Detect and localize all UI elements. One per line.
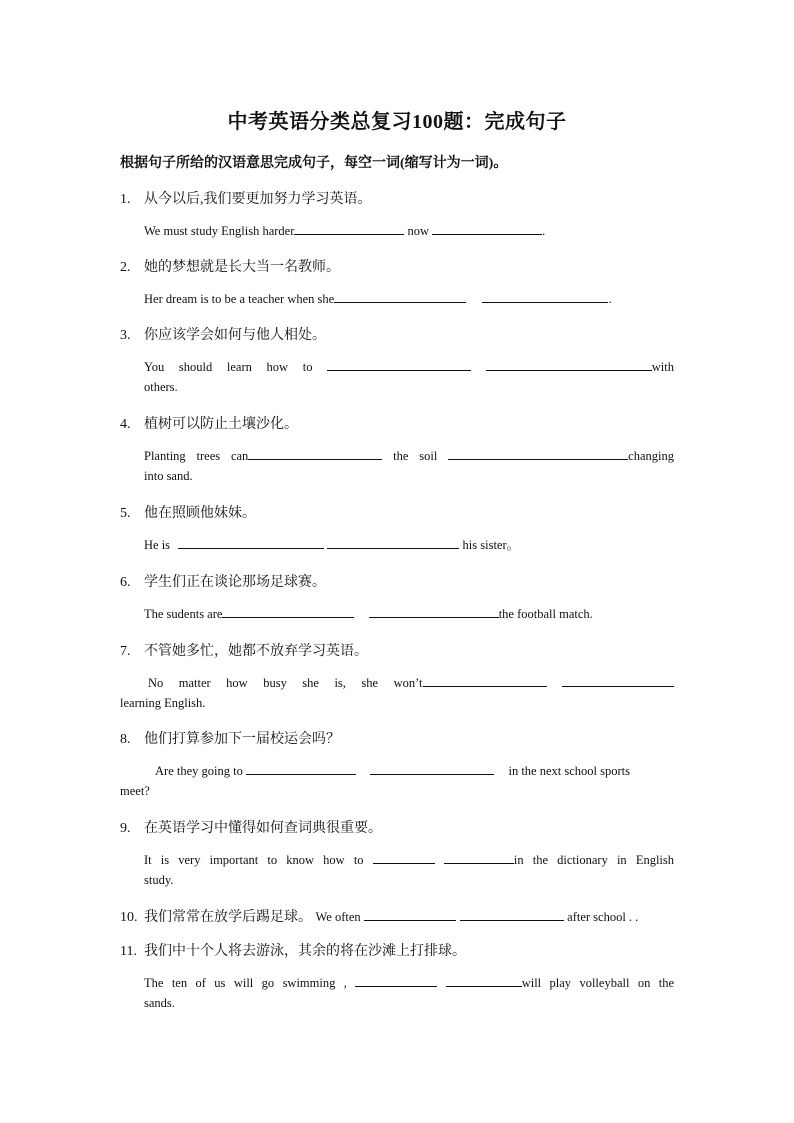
sentence-text: in the next school sports: [508, 764, 630, 778]
question-chinese: 他们打算参加下一届校运会吗？: [144, 732, 340, 747]
answer-blank[interactable]: [355, 972, 437, 987]
answer-blank[interactable]: [369, 603, 499, 618]
answer-blank[interactable]: [423, 672, 547, 687]
answer-2: [144, 288, 674, 310]
question-chinese: 我们常常在放学后踢足球。: [144, 910, 312, 925]
sentence-text: learning English.: [120, 696, 206, 710]
answer-3-line-1: [144, 356, 674, 378]
instruction: 根据句子所给的汉语意思完成句子，每空一词(缩写计为一词)。: [120, 156, 508, 171]
answer-8-line-1: [120, 760, 674, 782]
answer-blank[interactable]: [327, 356, 471, 371]
question-number: 11.: [120, 944, 137, 959]
sentence-text: meet?: [120, 784, 150, 798]
answer-blank[interactable]: [373, 849, 435, 864]
answer-4-line-2: [144, 466, 674, 487]
sentence-text: We must study English harder: [144, 224, 295, 238]
question-chinese: 在英语学习中懂得如何查词典很重要。: [144, 821, 382, 836]
sentence-text: will play volleyball on the: [521, 976, 675, 990]
sentence-text: in the dictionary in English: [513, 853, 675, 867]
question-3: [120, 324, 326, 344]
sentence-text: No matter how busy she is, she won’t: [148, 676, 423, 690]
answer-blank[interactable]: [334, 288, 466, 303]
answer-9-line-1: [144, 849, 674, 871]
sentence-text: his sister。: [462, 538, 520, 552]
question-chinese: 从今以后,我们要更加努力学习英语。: [144, 192, 372, 207]
answer-blank[interactable]: [222, 603, 354, 618]
answer-blank[interactable]: [364, 906, 456, 921]
answer-blank[interactable]: [446, 972, 522, 987]
sentence-text: You should learn how to: [144, 360, 313, 374]
question-number: 10.: [120, 910, 138, 925]
answer-blank[interactable]: [444, 849, 514, 864]
answer-blank[interactable]: [486, 356, 652, 371]
question-chinese: 植树可以防止土壤沙化。: [144, 417, 298, 432]
answer-blank[interactable]: [562, 672, 674, 687]
question-6: [120, 571, 326, 591]
question-2: [120, 256, 340, 276]
sentence-text: .: [608, 292, 612, 306]
question-number: 6.: [120, 575, 131, 590]
sentence-text: We often: [315, 910, 361, 924]
answer-3-line-2: [144, 377, 674, 398]
question-number: 2.: [120, 260, 131, 275]
answer-1: [144, 220, 674, 242]
question-number: 9.: [120, 821, 131, 836]
question-chinese: 他在照顾他妹妹。: [144, 506, 256, 521]
answer-blank[interactable]: [370, 760, 494, 775]
answer-7-line-1: [120, 672, 674, 694]
sentence-text: The ten of us will go swimming ,: [144, 976, 347, 990]
sentence-text: Are they going to: [155, 764, 243, 778]
question-number: 7.: [120, 644, 131, 659]
sentence-text: now: [407, 224, 430, 238]
question-chinese: 不管她多忙，她都不放弃学习英语。: [144, 644, 368, 659]
answer-6: [144, 603, 674, 625]
sentence-text: the soil: [393, 449, 438, 463]
sentence-text: The sudents are: [144, 607, 223, 621]
question-number: 1.: [120, 192, 131, 207]
sentence-text: sands.: [144, 996, 175, 1010]
question-number: 3.: [120, 328, 131, 343]
answer-4-line-1: [144, 445, 674, 467]
answer-blank[interactable]: [448, 445, 628, 460]
page-title: 中考英语分类总复习100题：完成句子: [227, 111, 567, 133]
answer-11-line-1: [144, 972, 674, 994]
question-chinese: 学生们正在谈论那场足球赛。: [144, 575, 326, 590]
sentence-text: with: [651, 360, 674, 374]
answer-blank[interactable]: [178, 534, 324, 549]
question-5: [120, 502, 256, 522]
sentence-text: after school . .: [567, 910, 639, 924]
answer-7-line-2: [120, 693, 674, 714]
sentence-text: others.: [144, 380, 178, 394]
question-10: [120, 906, 638, 926]
question-1: [120, 188, 372, 208]
sentence-text: He is: [144, 538, 171, 552]
question-number: 4.: [120, 417, 131, 432]
answer-blank[interactable]: [294, 220, 404, 235]
answer-blank[interactable]: [482, 288, 608, 303]
answer-blank[interactable]: [327, 534, 459, 549]
question-4: [120, 413, 298, 433]
sentence-text: Her dream is to be a teacher when she: [144, 292, 335, 306]
question-chinese: 我们中十个人将去游泳，其余的将在沙滩上打排球。: [144, 944, 466, 959]
answer-blank[interactable]: [432, 220, 542, 235]
answer-5: [144, 534, 674, 556]
sentence-text: into sand.: [144, 469, 193, 483]
sentence-text: study.: [144, 873, 174, 887]
question-chinese: 她的梦想就是长大当一名教师。: [144, 260, 340, 275]
answer-blank[interactable]: [248, 445, 382, 460]
answer-blank[interactable]: [460, 906, 564, 921]
sentence-text: Planting trees can: [144, 449, 249, 463]
sentence-text: the football match.: [498, 607, 593, 621]
answer-11-line-2: [144, 993, 674, 1014]
question-8: [120, 728, 340, 748]
question-number: 8.: [120, 732, 131, 747]
question-chinese: 你应该学会如何与他人相处。: [144, 328, 326, 343]
sentence-text: .: [542, 224, 546, 238]
sentence-text: changing: [628, 449, 674, 463]
question-11: [120, 940, 466, 960]
answer-9-line-2: [144, 870, 674, 891]
answer-8-line-2: [120, 781, 674, 802]
sentence-text: It is very important to know how to: [144, 853, 364, 867]
answer-blank[interactable]: [246, 760, 356, 775]
question-7: [120, 640, 368, 660]
question-number: 5.: [120, 506, 131, 521]
question-9: [120, 817, 382, 837]
